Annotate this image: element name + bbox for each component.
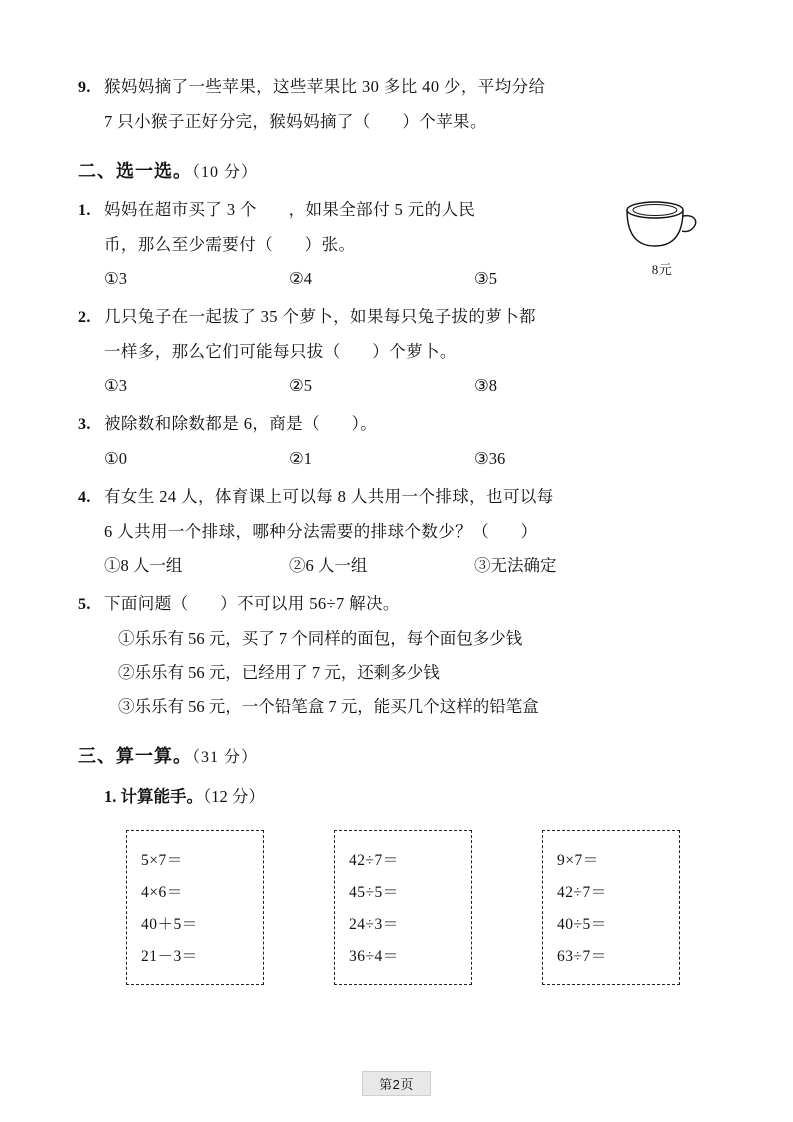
question-2-5-text-1: 下面问题（ ）不可以用 56÷7 解决。	[104, 594, 400, 613]
question-2-1-text-1: 妈妈在超市买了 3 个 ，如果全部付 5 元的人民	[104, 200, 476, 219]
question-2-2	[78, 300, 718, 403]
question-2-2-line-2: 一样多，那么它们可能每只拔（ ）个萝卜。	[104, 342, 457, 361]
calc-box-2	[334, 830, 472, 985]
cup-icon	[619, 198, 705, 252]
question-2-5	[78, 587, 718, 724]
question-2-3-number: 3.	[78, 416, 91, 433]
calc-item[interactable]: 42÷7＝	[349, 852, 399, 869]
cup-price-label: 8元	[651, 262, 673, 277]
question-2-1-number: 1.	[78, 202, 91, 219]
option-3[interactable]: ③乐乐有 56 元，一个铅笔盒 7 元，能买几个这样的铅笔盒	[118, 697, 539, 716]
calc-item[interactable]: 24÷3＝	[349, 916, 399, 933]
calc-item[interactable]: 63÷7＝	[557, 948, 607, 965]
section-3-sub-1	[78, 778, 718, 816]
calc-box-1	[126, 830, 264, 985]
question-2-2-line-1	[78, 300, 718, 335]
option-2[interactable]: ②6 人一组	[289, 556, 368, 575]
question-2-3-text-1: 被除数和除数都是 6，商是（ ）。	[104, 414, 378, 433]
calc-item[interactable]: 5×7＝	[141, 852, 183, 869]
question-2-3-options	[78, 442, 718, 476]
page-number: 第2页	[362, 1071, 431, 1096]
option-1[interactable]: ①8 人一组	[104, 556, 183, 575]
question-2-4-number: 4.	[78, 489, 91, 506]
question-2-4-line-2: 6 人共用一个排球，哪种分法需要的排球个数少？（ ）	[104, 522, 538, 541]
question-2-1-line-2: 币，那么至少需要付（ ）张。	[104, 235, 356, 254]
option-2[interactable]: ②4	[289, 269, 313, 288]
sub-1-points: （12 分）	[203, 787, 265, 806]
calc-item[interactable]: 4×6＝	[141, 884, 183, 901]
calc-item[interactable]: 21－3＝	[141, 948, 198, 965]
page-content	[78, 70, 718, 985]
question-2-3-line-1	[78, 407, 718, 442]
section-3-heading	[78, 736, 718, 778]
question-2-5-line-1	[78, 587, 718, 622]
question-9	[78, 70, 718, 139]
question-2-3	[78, 407, 718, 476]
question-2-2-options	[78, 369, 718, 403]
sub-1-number: 1.	[104, 787, 117, 806]
question-2-5-number: 5.	[78, 596, 91, 613]
option-1[interactable]: ①3	[104, 269, 128, 288]
question-9-line-2: 7 只小猴子正好分完，猴妈妈摘了（ ）个苹果。	[104, 112, 487, 131]
option-1[interactable]: ①0	[104, 449, 128, 468]
section-2-title: 二、选一选。	[78, 161, 192, 181]
question-2-4	[78, 480, 718, 583]
section-2-heading	[78, 151, 718, 193]
question-9-text-1: 猴妈妈摘了一些苹果，这些苹果比 30 多比 40 少，平均分给	[104, 77, 546, 96]
sub-1-label: 计算能手。	[120, 787, 203, 806]
calc-item[interactable]: 9×7＝	[557, 852, 599, 869]
question-9-number: 9.	[78, 79, 91, 96]
calc-item[interactable]: 42÷7＝	[557, 884, 607, 901]
calc-box-3	[542, 830, 680, 985]
question-2-2-text-1: 几只兔子在一起拔了 35 个萝卜，如果每只兔子拔的萝卜都	[104, 307, 536, 326]
calc-item[interactable]: 40＋5＝	[141, 916, 198, 933]
option-3[interactable]: ③5	[474, 269, 498, 288]
page-footer	[0, 1071, 793, 1096]
section-2-points: （10 分）	[192, 164, 259, 181]
option-3[interactable]: ③无法确定	[474, 556, 557, 575]
calc-item[interactable]: 36÷4＝	[349, 948, 399, 965]
section-3-title: 三、算一算。	[78, 746, 192, 766]
cup-illustration	[614, 198, 710, 278]
option-1[interactable]: ①3	[104, 376, 128, 395]
option-2[interactable]: ②5	[289, 376, 313, 395]
calc-item[interactable]: 45÷5＝	[349, 884, 399, 901]
option-2[interactable]: ②1	[289, 449, 313, 468]
option-3[interactable]: ③36	[474, 449, 506, 468]
question-2-2-number: 2.	[78, 309, 91, 326]
calculation-boxes	[78, 830, 718, 985]
option-2[interactable]: ②乐乐有 56 元，已经用了 7 元，还剩多少钱	[118, 663, 440, 682]
option-1[interactable]: ①乐乐有 56 元，买了 7 个同样的面包，每个面包多少钱	[118, 629, 523, 648]
question-2-4-line-1	[78, 480, 718, 515]
question-2-4-text-1: 有女生 24 人，体育课上可以每 8 人共用一个排球，也可以每	[104, 487, 554, 506]
section-3-points: （31 分）	[192, 749, 259, 766]
question-2-4-options	[78, 549, 718, 583]
question-9-line-1	[78, 70, 718, 105]
option-3[interactable]: ③8	[474, 376, 498, 395]
calc-item[interactable]: 40÷5＝	[557, 916, 607, 933]
